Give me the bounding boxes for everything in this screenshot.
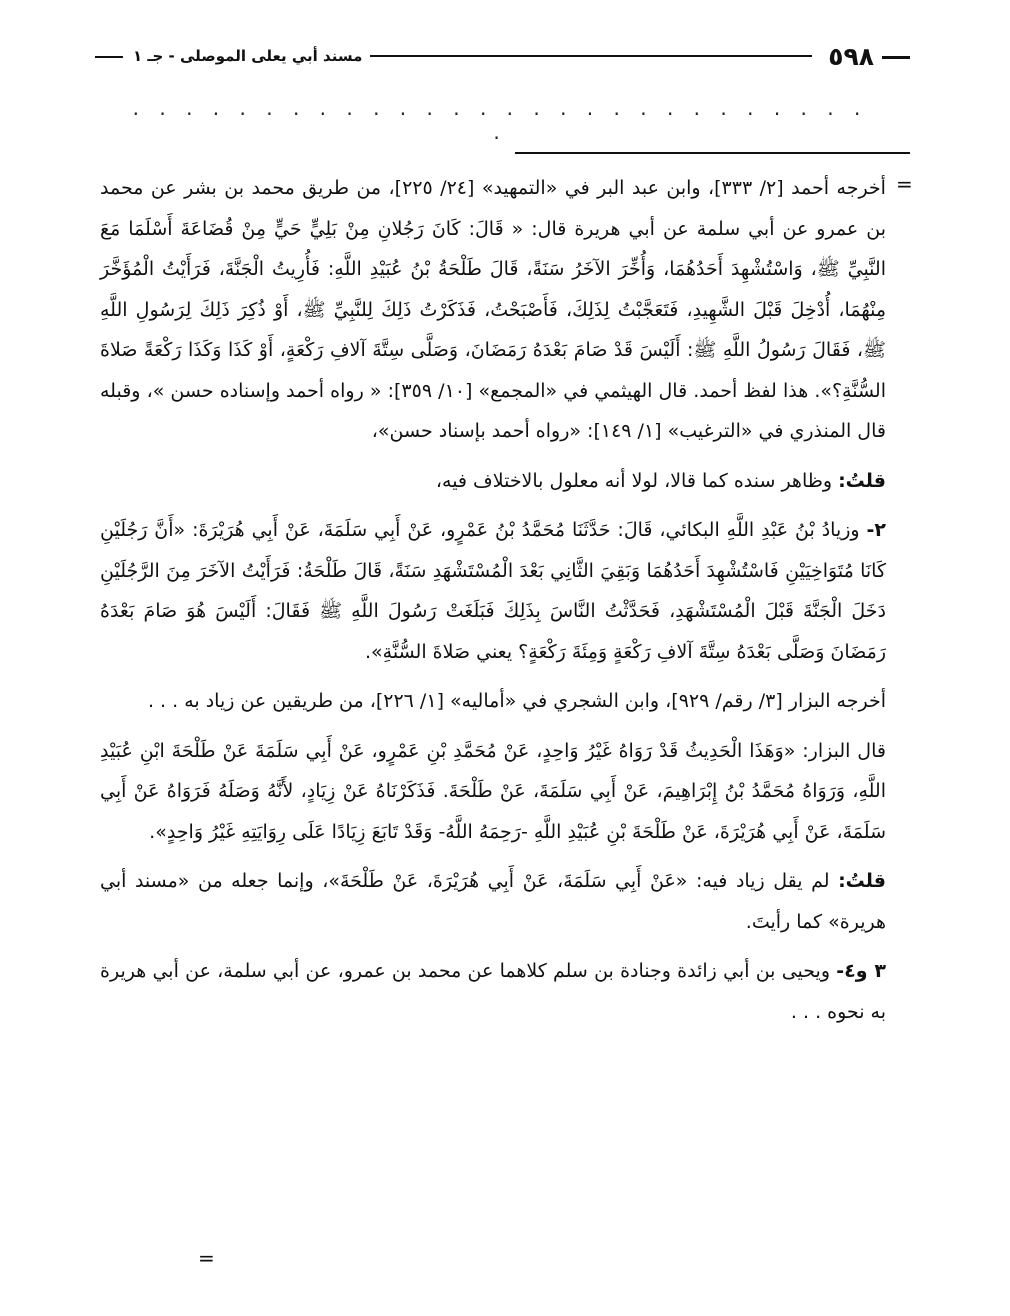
page-number: ٥٩٨ [820,42,910,71]
running-header [95,36,910,76]
running-title: مسند أبي يعلى الموصلى - جـ ١ [95,47,362,65]
item-number: ٣ و٤- [836,960,886,982]
footnote-paragraph [100,461,886,502]
footnote-paragraph [100,951,886,1032]
footnote-rule [515,152,910,154]
note-label: قلتُ: [838,469,886,492]
continuation-marker: = [896,172,913,196]
paragraph-text: أخرجه البزار [٣/ رقم/ ٩٢٩]، وابن الشجري في «أماليه» [١/ ٢٢٦]، من طريقين عن زياد به . . . [147,690,886,712]
paragraph-text: وزيادُ بْنُ عَبْدِ اللَّهِ البكائي، قَالَ: حَدَّثَنَا مُحَمَّدُ بْنُ عَمْرٍو، عَنْ أَبِي سَلَمَةَ، عَنْ أَبِي هُرَيْرَةَ: «أَنَّ رَجُلَيْنِ كَانَا مُتَوَاخِيَيْنِ فَاسْتُشْهِدَ أَحَدُهُمَا وَبَقِيَ الثَّانِي بَعْدَ الْمُسْتَشْهَدِ سَنَةً، قَالَ طَلْحَةُ: فَرَأَيْتُ الآخَرَ مِنَ الرَّجُلَيْنِ دَخَلَ الْجَنَّةَ قَبْلَ الْمُسْتَشْهَدِ، فَحَدَّثْتُ النَّاسَ بِذَلِكَ فَبَلَغَتْ رَسُولَ اللَّهِ ﷺ فَقَالَ: أَلَيْسَ هُوَ صَامَ بَعْدَهُ رَمَضَانَ وَصَلَّى بَعْدَهُ سِتَّةَ آلافِ رَكْعَةٍ وَمِئَةَ رَكْعَةٍ؟ يعني صَلاةَ السُّنَّةِ». [100,519,886,663]
paragraph-text: قال البزار: «وَهَذَا الْحَدِيثُ قَدْ رَوَاهُ غَيْرُ وَاحِدٍ، عَنْ مُحَمَّدِ بْنِ عَمْرٍو، عَنْ أَبِي سَلَمَةَ عَنْ طَلْحَةَ ابْنِ عُبَيْدِ اللَّهِ، وَرَوَاهُ مُحَمَّدُ بْنُ إِبْرَاهِيمَ، عَنْ أَبِي سَلَمَةَ، عَنْ طَلْحَةَ. فَذَكَرْنَاهُ عَنْ زِيَادٍ، لأَنَّهُ وَصَلَهُ فَرَوَاهُ عَنْ أَبِي سَلَمَةَ، عَنْ أَبِي هُرَيْرَةَ، عَنْ طَلْحَةَ بْنِ عُبَيْدِ اللَّهِ -رَحِمَهُ اللَّهُ- وَقَدْ تَابَعَ زِيَادًا عَلَى رِوَايَتِهِ غَيْرُ وَاحِدٍ». [100,739,886,843]
dotted-separator: · · · · · · · · · · · · · · · · · · · · · · · · · · · · · [132,102,868,150]
note-label: قلتُ: [838,870,886,892]
footnote-body [100,168,886,1293]
paragraph-text: أخرجه أحمد [٢/ ٣٣٣]، وابن عبد البر في «التمهيد» [٢٤/ ٢٢٥]، من طريق محمد بن بشر عن محمد بن عمرو عن أبي سلمة عن أبي هريرة قال: « قَالَ: كَانَ رَجُلانِ مِنْ بَلِيٍّ حَيٍّ مِنْ قُضَاعَةَ أَسْلَمَا مَعَ النَّبِيِّ ﷺ، وَاسْتُشْهِدَ أَحَدُهُمَا، وَأُخِّرَ الآخَرُ سَنَةً، قَالَ طَلْحَةُ بْنُ عُبَيْدِ اللَّهِ: فَأُرِيتُ الْجَنَّةَ، فَرَأَيْتُ الْمُؤَخَّرَ مِنْهُمَا، أُدْخِلَ قَبْلَ الشَّهِيدِ، فَتَعَجَّبْتُ لِذَلِكَ، فَأَصْبَحْتُ، فَذَكَرْتُ ذَلِكَ لِلنَّبِيِّ ﷺ، أَوْ ذُكِرَ ذَلِكَ لِرَسُولِ اللَّهِ ﷺ، فَقَالَ رَسُولُ اللَّهِ ﷺ: أَلَيْسَ قَدْ صَامَ بَعْدَهُ رَمَضَانَ، وَصَلَّى سِتَّةَ آلافِ رَكْعَةٍ، أَوْ كَذَا وَكَذَا رَكْعَةً صَلاةَ السُّنَّةِ؟». هذا لفظ أحمد. قال الهيثمي في «المجمع» [١٠/ ٣٥٩]: « رواه أحمد وإسناده حسن »، وقبله قال المنذري في «الترغيب» [١/ ١٤٩]: «رواه أحمد بإسناد حسن»، [100,177,886,442]
continuation-end-marker: = [198,1246,215,1270]
footnote-paragraph [100,510,886,672]
footnote-paragraph [100,681,886,722]
paragraph-text: وظاهر سنده كما قالا، لولا أنه معلول بالاختلاف فيه، [435,469,833,492]
paragraph-text: لم يقل زياد فيه: «عَنْ أَبِي سَلَمَةَ، عَنْ أَبِي هُرَيْرَةَ، عَنْ طَلْحَةَ»، وإنما جعله من «مسند أبي هريرة» كما رأيتَ. [100,870,886,933]
footnote-paragraph [100,168,886,452]
footnote-paragraph [100,731,886,853]
item-number: ٢- [866,519,886,541]
paragraph-text: ويحيى بن أبي زائدة وجنادة بن سلم كلاهما عن محمد بن عمرو، عن أبي سلمة، عن أبي هريرة به نحوه . . . [100,960,886,1023]
header-rule [370,55,812,57]
footnote-paragraph [100,861,886,942]
